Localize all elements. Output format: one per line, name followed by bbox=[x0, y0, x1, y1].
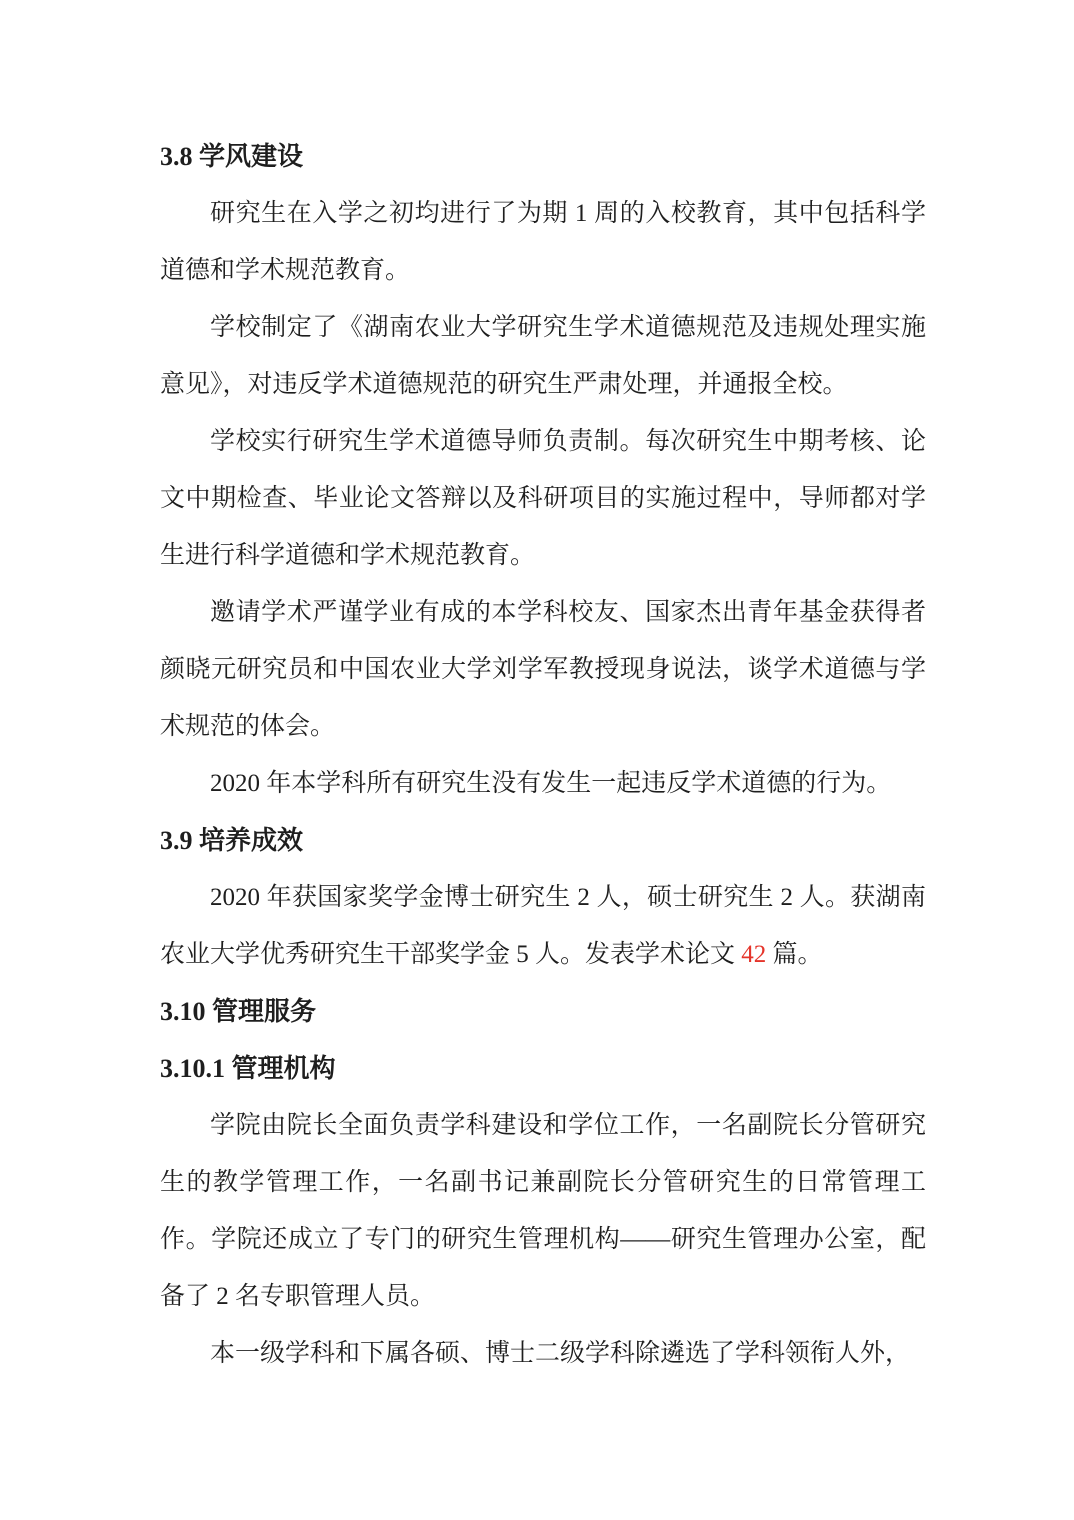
paragraph-discipline-leaders: 本一级学科和下属各硕、博士二级学科除遴选了学科领衔人外， bbox=[210, 1340, 911, 1367]
paragraph-mentor-responsibility: 学校实行研究生学术道德导师负责制。每次研究生中期考核、论文中期检查、毕业论文答辩以及科研项目的实施过程中，导师都对学生进行科学道德和学术规范教育。 bbox=[160, 428, 926, 569]
paragraph-invited-talks: 邀请学术严谨学业有成的本学科校友、国家杰出青年基金获得者颜晓元研究员和中国农业大学刘学军教授现身说法，谈学术道德与学术规范的体会。 bbox=[160, 599, 926, 740]
section-heading-3-10-1: 3.10.1 管理机构 bbox=[160, 1054, 336, 1083]
paragraph-orientation-education: 研究生在入学之初均进行了为期 1 周的入校教育，其中包括科学道德和学术规范教育。 bbox=[160, 200, 926, 284]
outcomes-text-before: 2020 年获国家奖学金博士研究生 2 人，硕士研究生 2 人。获湖南农业大学优秀研究生干部奖学金 5 人。发表学术论文 bbox=[160, 884, 926, 968]
section-heading-3-8: 3.8 学风建设 bbox=[160, 142, 304, 171]
paragraph-academic-ethics-regulation: 学校制定了《湖南农业大学研究生学术道德规范及违规处理实施意见》，对违反学术道德规范的研究生严肃处理，并通报全校。 bbox=[160, 314, 926, 398]
published-papers-count: 42 bbox=[741, 941, 767, 968]
document-content bbox=[160, 128, 926, 1382]
outcomes-text-after: 篇。 bbox=[766, 941, 823, 968]
section-heading-3-10: 3.10 管理服务 bbox=[160, 997, 317, 1026]
paragraph-training-outcomes bbox=[160, 869, 926, 983]
paragraph-admin-organization: 学院由院长全面负责学科建设和学位工作，一名副院长分管研究生的教学管理工作，一名副书记兼副院长分管研究生的日常管理工作。学院还成立了专门的研究生管理机构——研究生管理办公室，配备了 2 名专职管理人员。 bbox=[160, 1112, 926, 1310]
paragraph-no-violation-2020: 2020 年本学科所有研究生没有发生一起违反学术道德的行为。 bbox=[210, 770, 892, 797]
section-heading-3-9: 3.9 培养成效 bbox=[160, 826, 304, 855]
